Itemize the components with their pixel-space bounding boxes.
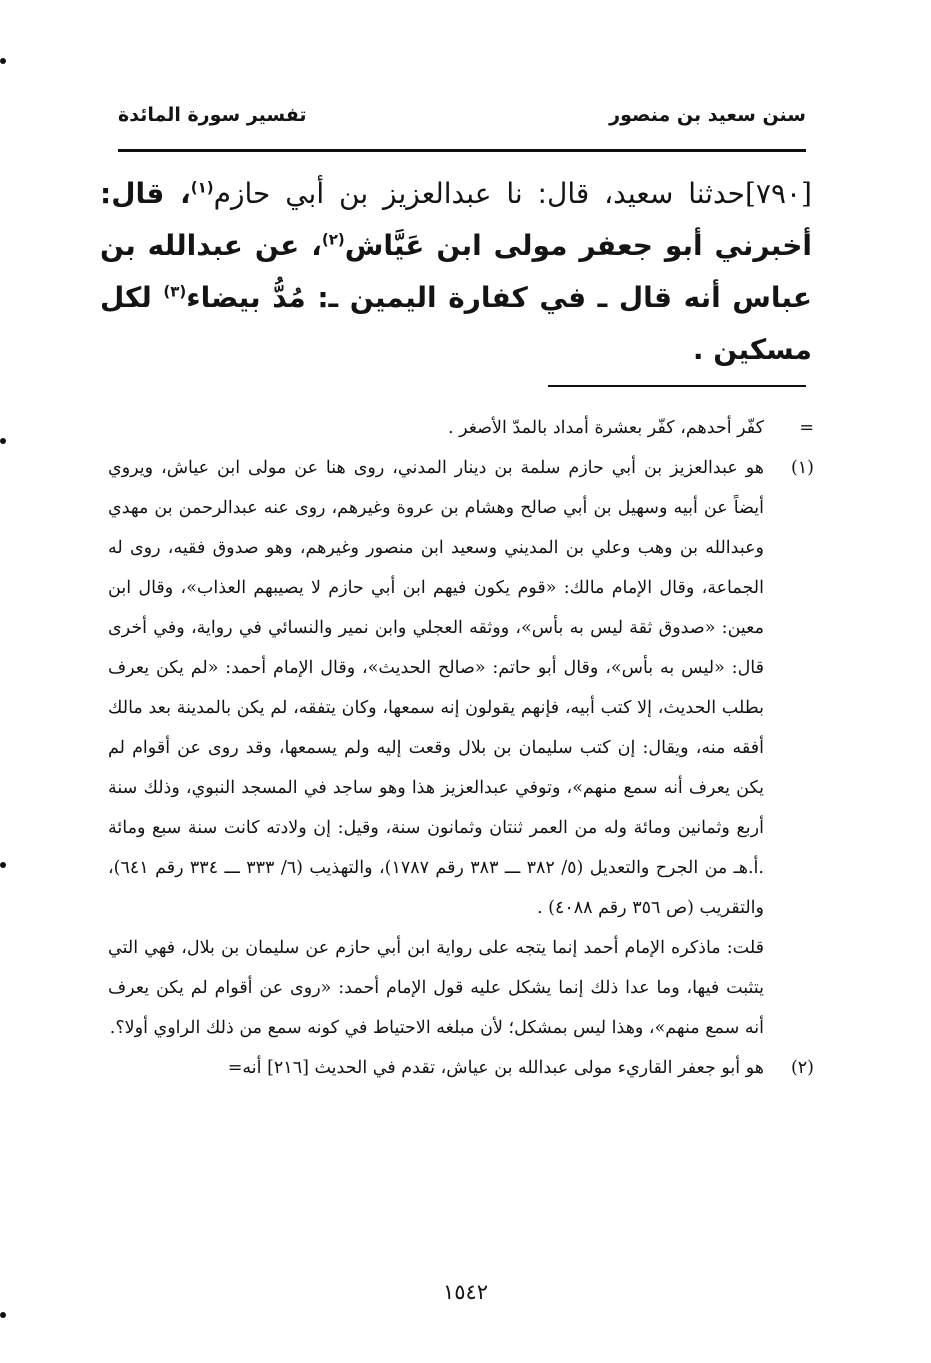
binding-mark [0, 1312, 6, 1318]
chapter-title: تفسير سورة المائدة [118, 104, 307, 126]
binding-mark [0, 58, 6, 64]
footnotes [108, 408, 814, 1088]
footnote-ref[interactable]: (٢) [321, 230, 345, 249]
hadith-matn-end: لكل مسكين . [100, 281, 812, 366]
binding-mark [0, 438, 6, 444]
footnote-marker: (١) [790, 458, 814, 478]
footnote-comment [108, 928, 814, 1048]
footnote-text: قلت: ماذكره الإمام أحمد إنما يتجه على رواية ابن أبي حازم عن سليمان بن بلال، فهي التي يتثبت فيها، وما عدا ذلك إنما يشكل عليه قول الإمام أحمد: «روى عن أقوام لم يكن يعرف أنه سمع منهم»، وهذا ليس بمشكل؛ لأن مبلغه الاحتياط في كونه سمع من ذلك الراوي أولا؟. [108, 938, 764, 1038]
footnote-text: كفّر أحدهم، كفّر بعشرة أمداد بالمدّ الأصغر . [447, 418, 764, 438]
hadith-text [100, 168, 812, 376]
footnote-text: هو أبو جعفر القاريء مولى عبدالله بن عياش، تقدم في الحديث [٢١٦] أنه= [227, 1058, 764, 1078]
binding-mark [0, 862, 6, 868]
continuation-marker: = [799, 418, 814, 438]
footnote-1 [108, 448, 814, 928]
page-number: ١٥٤٢ [442, 1280, 489, 1304]
hadith-number: [٧٩٠] [744, 177, 812, 210]
header-rule [118, 149, 806, 152]
footnote-2 [108, 1048, 814, 1088]
footnote-separator [548, 385, 806, 387]
hadith-chain-part: ، قال: أخبرني أبو جعفر مولى ابن عَيَّاش [100, 177, 812, 262]
running-header [118, 100, 806, 134]
footnote-ref[interactable]: (٣) [163, 282, 187, 301]
footnote-text: هو عبدالعزيز بن أبي حازم سلمة بن دينار المدني، روى هنا عن مولى ابن عياش، ويروي أيضاً عن أبيه وسهيل بن أبي صالح وهشام بن عروة وغيرهم، روى عنه عبدالرحمن بن مهدي وعبدالله بن وهب وعلي بن المديني وسعيد ابن منصور وغيرهم، وهو صدوق فقيه، روى له الجماعة، وقال الإمام مالك: «قوم يكون فيهم ابن أبي حازم لا يصيبهم العذاب»، وقال ابن معين: «صدوق ثقة ليس به بأس»، ووثقه العجلي وابن نمير والنسائي في رواية، وفي أخرى قال: «ليس به بأس»، وقال أبو حاتم: «صالح الحديث»، وقال الإمام أحمد: «لم يكن يعرف بطلب الحديث، إلا كتب أبيه، فإنهم يقولون إنه سمعها، وكان يتفقه، لم يكن بالمدينة بعد مالك أفقه منه، ويقال: إن كتب سليمان بن بلال وقعت إليه ولم يسمعها، وقد روى عن أقوام لم يكن يعرف أنه سمع منهم»، وتوفي عبدالعزيز هذا وهو ساجد في المسجد النبوي، وذلك سنة أربع وثمانين ومائة وله من العمر ثنتان وثمانون سنة، وقيل: إن ولادته كانت سنة سبع ومائة .أ.هـ من الجرح والتعديل (٥/ ٣٨٢ ـــ ٣٨٣ رقم ١٧٨٧)، والتهذيب (٦/ ٣٣٣ ـــ ٣٣٤ رقم ٦٤١)، والتقريب (ص ٣٥٦ رقم ٤٠٨٨) . [108, 458, 764, 918]
footnote-ref[interactable]: (١) [190, 178, 214, 197]
footnote-marker: (٢) [790, 1058, 814, 1078]
book-title: سنن سعيد بن منصور [609, 104, 806, 126]
footnote-continuation [108, 408, 814, 448]
hadith-chain-lead: حدثنا سعيد، قال: نا عبدالعزيز بن أبي حازم [213, 177, 745, 210]
hadith-matn: ، عن عبدالله بن عباس أنه قال ـ في كفارة اليمين ـ: مُدُّ بيضاء [100, 229, 812, 314]
